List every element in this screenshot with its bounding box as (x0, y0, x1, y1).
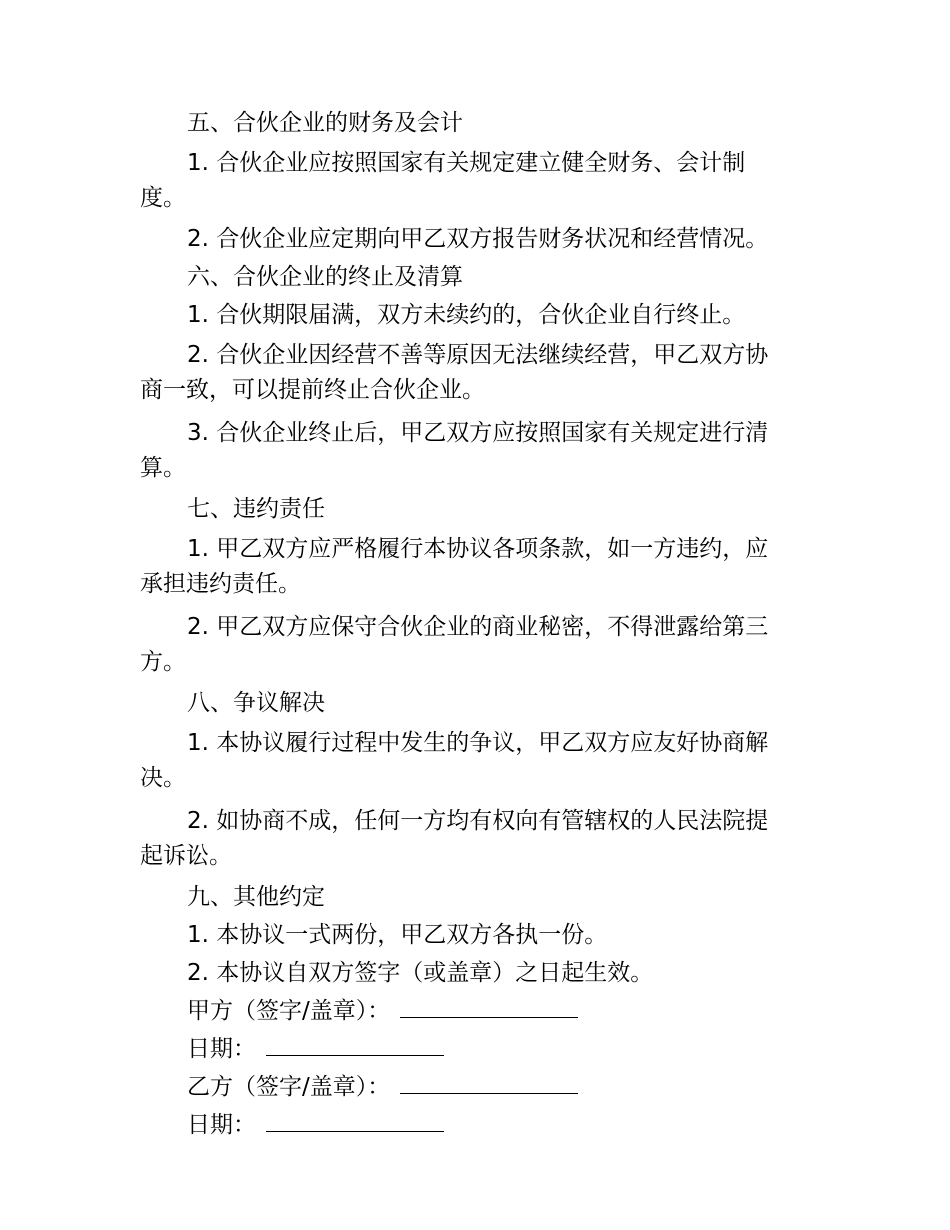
clause-termination-3 (140, 412, 812, 490)
clause-other-1: 1. 本协议一式两份，甲乙双方各执一份。 (187, 922, 608, 948)
clause-termination-2 (140, 334, 812, 412)
signature-blank-line[interactable] (400, 1071, 578, 1094)
clause-finance-1 (140, 142, 812, 220)
section-heading-dispute: 八、争议解决 (187, 690, 325, 716)
clause-line: 1. 甲乙双方应严格履行本协议各项条款，如一方违约，应 (187, 536, 769, 562)
clause-line: 3. 合伙企业终止后，甲乙双方应按照国家有关规定进行清 (187, 420, 769, 446)
section-heading-termination: 六、合伙企业的终止及清算 (187, 264, 463, 290)
clause-line: 1. 合伙企业应按照国家有关规定建立健全财务、会计制 (187, 150, 746, 176)
signature-label: 乙方（签字/盖章）： (187, 1074, 391, 1100)
clause-line: 2. 如协商不成，任何一方均有权向有管辖权的人民法院提 (187, 808, 769, 834)
clause-finance-2: 2. 合伙企业应定期向甲乙双方报告财务状况和经营情况。 (187, 226, 769, 252)
clause-line: 1. 本协议履行过程中发生的争议，甲乙双方应友好协商解 (187, 730, 769, 756)
clause-termination-1: 1. 合伙期限届满，双方未续约的，合伙企业自行终止。 (187, 302, 746, 328)
signature-party-b (140, 1068, 812, 1106)
clause-line: 商一致，可以提前终止合伙企业。 (140, 377, 485, 403)
clause-line: 算。 (140, 455, 186, 481)
signature-label: 甲方（签字/盖章）： (187, 998, 391, 1024)
date-blank-line[interactable] (266, 1109, 444, 1132)
date-blank-line[interactable] (266, 1033, 444, 1056)
date-label: 日期： (187, 1036, 256, 1062)
clause-liability-2 (140, 606, 812, 684)
clause-line: 起诉讼。 (140, 843, 232, 869)
date-label: 日期： (187, 1112, 256, 1138)
signature-date-b (140, 1106, 812, 1144)
section-heading-liability: 七、违约责任 (187, 496, 325, 522)
document-body (140, 104, 812, 1144)
clause-line: 方。 (140, 649, 186, 675)
clause-line: 承担违约责任。 (140, 571, 301, 597)
clause-line: 度。 (140, 185, 186, 211)
signature-party-a (140, 992, 812, 1030)
section-heading-other: 九、其他约定 (187, 884, 325, 910)
clause-line: 决。 (140, 765, 186, 791)
clause-dispute-2 (140, 800, 812, 878)
clause-liability-1 (140, 528, 812, 606)
signature-blank-line[interactable] (400, 995, 578, 1018)
clause-other-2: 2. 本协议自双方签字（或盖章）之日起生效。 (187, 960, 654, 986)
clause-line: 2. 甲乙双方应保守合伙企业的商业秘密，不得泄露给第三 (187, 614, 769, 640)
section-heading-finance: 五、合伙企业的财务及会计 (187, 110, 463, 136)
signature-date-a (140, 1030, 812, 1068)
clause-dispute-1 (140, 722, 812, 800)
clause-line: 2. 合伙企业因经营不善等原因无法继续经营，甲乙双方协 (187, 342, 769, 368)
